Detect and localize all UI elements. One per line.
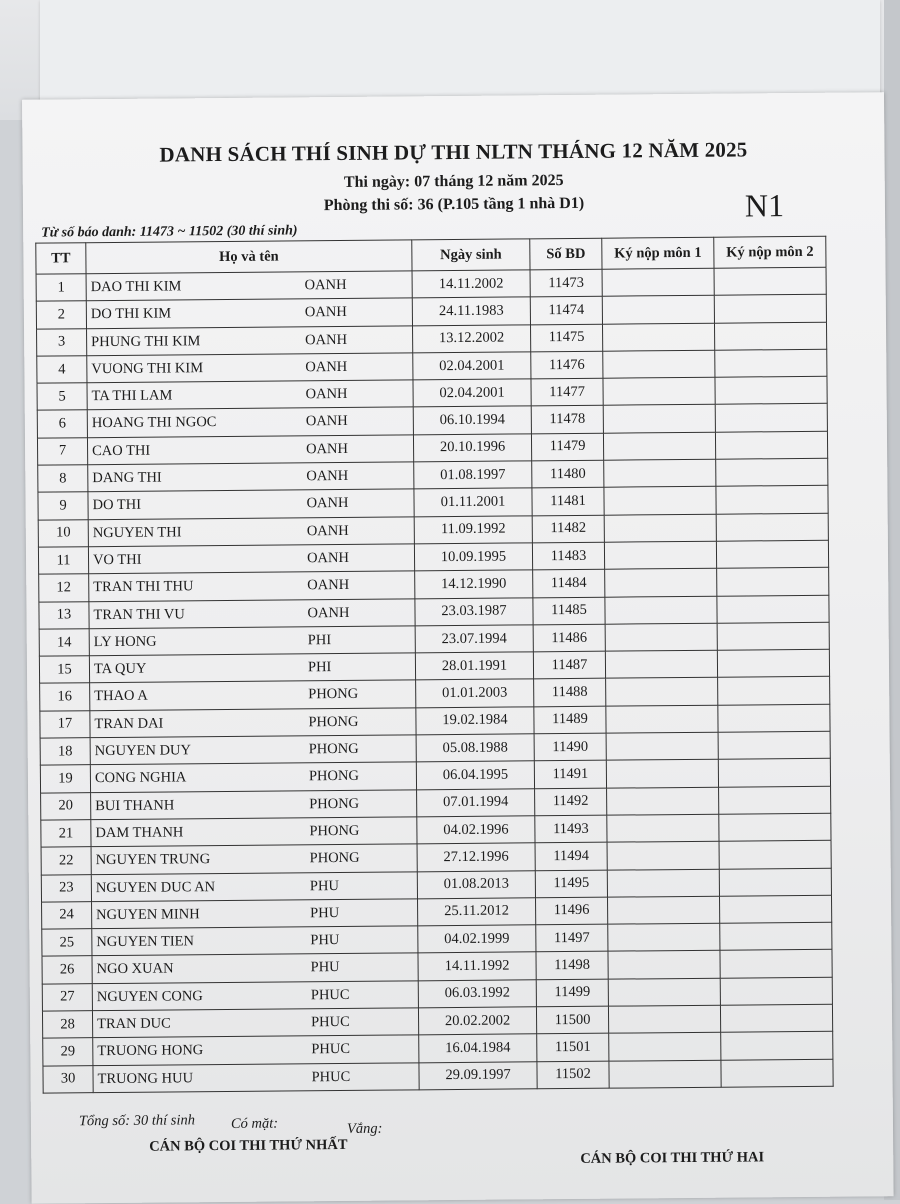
signature-cell-2 [716,486,828,514]
signature-cell-2 [717,622,829,650]
birth-date: 02.04.2001 [413,352,531,380]
candidate-last-middle-name: DO THI KIM [90,305,172,323]
candidate-last-middle-name: TRAN DAI [94,715,164,732]
signature-cell-2 [719,786,831,814]
candidate-number: 11490 [534,733,606,761]
candidate-number: 11496 [535,897,607,925]
candidate-last-middle-name: HOANG THI NGOC [91,414,217,432]
candidate-last-middle-name: TRAN DUC [97,1015,171,1033]
signature-cell-2 [716,513,828,541]
candidate-number: 11487 [533,651,605,679]
column-header-dob: Ngày sinh [412,239,530,271]
signature-cell-2 [717,649,829,677]
signature-cell-1 [608,951,720,979]
signature-cell-2 [718,704,830,732]
signature-cell-1 [608,1005,720,1033]
signature-cell-2 [717,595,829,623]
signature-cell-1 [602,323,714,351]
candidate-name-cell [91,871,417,901]
candidate-name-cell [87,407,413,437]
candidate-name-cell [90,680,416,710]
row-number: 17 [40,710,90,738]
candidate-first-name: PHONG [309,795,360,812]
candidate-first-name: OANH [304,304,347,321]
candidate-first-name: PHU [310,904,340,922]
row-number: 30 [43,1065,93,1093]
table-body [36,267,833,1093]
candidate-last-middle-name: TRUONG HONG [97,1042,204,1060]
candidate-last-middle-name: NGUYEN DUC AN [95,878,216,896]
birth-date: 04.02.1996 [417,816,535,844]
signature-cell-1 [609,1060,721,1088]
candidate-first-name: PHONG [309,850,360,867]
signature-cell-1 [602,268,714,296]
signature-cell-2 [716,540,828,568]
candidate-last-middle-name: NGUYEN CONG [96,987,203,1005]
candidate-name-cell [88,517,414,547]
candidate-number: 11489 [534,706,606,734]
signature-cell-1 [605,623,717,651]
candidate-name-cell [89,598,415,628]
candidate-last-middle-name: TRAN THI VU [93,605,185,623]
column-header-sbd: Số BD [530,238,602,270]
signature-cell-1 [607,896,719,924]
candidate-name-cell [91,817,417,847]
birth-date: 14.12.1990 [415,570,533,598]
candidate-number: 11485 [533,597,605,625]
candidate-first-name: OANH [306,440,349,458]
signature-cell-2 [717,568,829,596]
row-number: 27 [42,983,92,1011]
birth-date: 01.08.2013 [417,870,535,898]
birth-date: 14.11.1992 [418,952,536,980]
row-number: 11 [38,547,88,575]
signature-cell-1 [606,732,718,760]
candidate-first-name: PHI [307,659,332,676]
candidate-first-name: OANH [305,331,348,348]
signature-cell-1 [605,650,717,678]
signature-cell-1 [603,350,715,378]
candidate-number: 11498 [536,952,608,980]
candidate-first-name: PHUC [311,1013,350,1031]
candidate-number: 11492 [535,788,607,816]
candidate-first-name: PHONG [308,768,359,785]
birth-date: 23.03.1987 [415,597,533,625]
signature-cell-1 [603,432,715,460]
signature-cell-2 [719,895,831,923]
candidate-number: 11481 [532,488,604,516]
row-number: 2 [36,301,86,329]
candidate-number: 11499 [536,979,608,1007]
candidate-number: 11495 [535,870,607,898]
candidate-number: 11479 [531,433,603,461]
candidate-number: 11486 [533,624,605,652]
signature-cell-1 [604,514,716,542]
column-header-name: Họ và tên [86,240,412,274]
exam-room: Phòng thi số: 36 (P.105 tầng 1 nhà D1) [323,194,585,215]
candidate-first-name: PHU [310,932,340,949]
column-header-sign2: Ký nộp môn 2 [714,236,826,268]
candidate-last-middle-name: NGUYEN DUY [94,742,192,760]
candidate-name-cell [88,544,414,574]
birth-date: 23.07.1994 [415,625,533,653]
room-code: N1 [744,187,785,224]
birth-date: 06.04.1995 [416,761,534,789]
candidate-number: 11482 [532,515,604,543]
candidate-first-name: OANH [306,522,349,539]
candidate-first-name: OANH [307,577,350,594]
birth-date: 04.02.1999 [418,925,536,953]
signature-cell-2 [720,1004,832,1032]
candidate-number: 11475 [530,324,602,352]
candidate-last-middle-name: NGUYEN THI [92,524,182,541]
candidate-name-cell [90,708,416,738]
candidate-name-cell [87,380,413,410]
birth-date: 19.02.1984 [416,707,534,735]
row-number: 24 [42,902,92,930]
candidate-name-cell [87,353,413,383]
candidate-table [35,236,833,1094]
candidate-number: 11480 [532,460,604,488]
candidate-name-cell [86,271,412,301]
candidate-number: 11483 [532,542,604,570]
candidate-last-middle-name: LY HONG [93,633,157,651]
present-label: Có mặt: [230,1115,279,1132]
signature-cell-2 [720,950,832,978]
candidate-first-name: PHONG [309,822,360,840]
candidate-name-cell [91,844,417,874]
row-number: 6 [37,410,87,438]
row-number: 10 [38,519,88,547]
candidate-first-name: OANH [305,413,348,430]
absent-label: Vắng: [346,1120,383,1137]
signature-cell-1 [603,405,715,433]
candidate-first-name: OANH [304,276,347,294]
birth-date: 11.09.1992 [414,515,532,543]
candidate-number: 11493 [535,815,607,843]
signature-cell-2 [718,677,830,705]
candidate-first-name: PHONG [308,740,359,758]
column-header-tt: TT [36,243,86,274]
signature-cell-2 [715,376,827,404]
birth-date: 25.11.2012 [418,898,536,926]
signature-cell-1 [604,487,716,515]
table-row [43,1059,833,1093]
candidate-name-cell [89,653,415,683]
candidate-name-cell [92,953,418,983]
signature-cell-2 [720,977,832,1005]
signature-cell-2 [720,922,832,950]
candidate-last-middle-name: TA THI LAM [91,387,173,405]
row-number: 25 [42,929,92,957]
candidate-first-name: OANH [305,358,348,376]
candidate-name-cell [87,325,413,355]
candidate-last-middle-name: DANG THI [92,469,162,487]
row-number: 3 [37,328,87,356]
row-number: 7 [37,437,87,465]
candidate-name-cell [92,899,418,929]
candidate-first-name: PHONG [308,686,359,703]
signature-cell-1 [603,377,715,405]
signature-cell-2 [715,349,827,377]
signature-cell-1 [604,459,716,487]
candidate-last-middle-name: NGO XUAN [96,960,174,978]
birth-date: 29.09.1997 [419,1061,537,1089]
candidate-name-cell [90,735,416,765]
previous-sheet [40,0,880,108]
signature-cell-2 [714,322,826,350]
candidate-first-name: PHUC [311,1041,351,1058]
document-title: DANH SÁCH THÍ SINH DỰ THI NLTN THÁNG 12 NĂM 2025 [159,137,748,167]
candidate-last-middle-name: BUI THANH [95,797,175,814]
total-count: Tổng số: 30 thí sinh [78,1112,196,1130]
candidate-first-name: OANH [306,495,349,512]
signature-cell-1 [608,978,720,1006]
candidate-last-middle-name: DO THI [92,497,142,514]
signature-cell-1 [605,596,717,624]
candidate-last-middle-name: DAM THANH [95,824,184,842]
row-number: 19 [40,765,90,793]
signature-cell-1 [604,541,716,569]
candidate-first-name: OANH [305,386,348,403]
candidate-name-cell [90,762,416,792]
candidate-name-cell [89,571,415,601]
row-number: 8 [38,465,88,493]
signature-cell-2 [716,458,828,486]
candidate-last-middle-name: PHUNG THI KIM [91,332,201,350]
signature-cell-2 [714,295,826,323]
candidate-last-middle-name: NGUYEN MINH [96,906,200,923]
candidate-number: 11473 [530,269,602,297]
candidate-first-name: PHU [310,959,340,976]
signature-cell-2 [721,1059,833,1087]
birth-date: 20.10.1996 [413,434,531,462]
birth-date: 10.09.1995 [414,543,532,571]
exam-date: Thi ngày: 07 tháng 12 năm 2025 [343,172,564,191]
row-number: 23 [41,874,91,902]
signature-cell-2 [718,759,830,787]
birth-date: 02.04.2001 [413,379,531,407]
birth-date: 01.08.1997 [414,461,532,489]
signature-cell-1 [606,678,718,706]
signature-cell-2 [718,731,830,759]
signature-cell-2 [719,813,831,841]
candidate-last-middle-name: CONG NGHIA [94,769,187,787]
row-number: 13 [39,601,89,629]
signature-cell-1 [607,787,719,815]
birth-date: 01.01.2003 [416,679,534,707]
candidate-last-middle-name: TRAN THI THU [93,578,194,596]
candidate-number: 11488 [534,679,606,707]
candidate-first-name: PHU [309,877,339,894]
candidate-first-name: PHONG [308,713,359,731]
candidate-first-name: PHUC [310,986,350,1003]
signature-cell-2 [715,431,827,459]
proctor-one-label: CÁN BỘ COI THI THỨ NHẤT [149,1136,348,1155]
candidate-last-middle-name: TRUONG HUU [97,1069,194,1087]
candidate-number: 11477 [531,378,603,406]
signature-cell-1 [609,1033,721,1061]
birth-date: 16.04.1984 [419,1034,537,1062]
candidate-name-cell [93,1035,419,1065]
signature-cell-1 [602,296,714,324]
row-number: 5 [37,383,87,411]
candidate-name-cell [92,926,418,956]
candidate-last-middle-name: NGUYEN TIEN [96,933,195,951]
candidate-number: 11502 [537,1061,609,1089]
candidate-first-name: PHI [307,631,332,649]
candidate-last-middle-name: DAO THI KIM [90,278,182,296]
birth-date: 14.11.2002 [412,270,530,298]
birth-date: 06.03.1992 [418,980,536,1008]
candidate-name-cell [87,435,413,465]
row-number: 4 [37,356,87,384]
candidate-last-middle-name: VUONG THI KIM [91,360,204,378]
row-number: 16 [40,683,90,711]
row-number: 21 [41,820,91,848]
birth-date: 28.01.1991 [415,652,533,680]
candidate-number: 11474 [530,297,602,325]
signature-cell-1 [608,923,720,951]
birth-date: 05.08.1988 [416,734,534,762]
candidate-number-range: Từ số báo danh: 11473 ~ 11502 (30 thí sinh) [41,223,298,241]
signature-cell-2 [714,267,826,295]
row-number: 22 [41,847,91,875]
candidate-number: 11494 [535,842,607,870]
candidate-name-cell [89,626,415,656]
candidate-name-cell [92,1008,418,1038]
birth-date: 01.11.2001 [414,488,532,516]
row-number: 14 [39,629,89,657]
row-number: 12 [39,574,89,602]
candidate-number: 11478 [531,406,603,434]
signature-cell-1 [606,760,718,788]
signature-cell-1 [605,568,717,596]
birth-date: 27.12.1996 [417,843,535,871]
candidate-name-cell [91,789,417,819]
candidate-name-cell [92,981,418,1011]
candidate-name-cell [88,489,414,519]
birth-date: 24.11.1983 [412,297,530,325]
candidate-last-middle-name: VO THI [92,551,142,569]
signature-cell-1 [606,705,718,733]
signature-cell-1 [607,869,719,897]
birth-date: 13.12.2002 [413,324,531,352]
row-number: 1 [36,274,86,302]
row-number: 26 [42,956,92,984]
signature-cell-2 [721,1032,833,1060]
signature-cell-2 [719,868,831,896]
row-number: 18 [40,738,90,766]
birth-date: 06.10.1994 [413,406,531,434]
candidate-name-cell [86,298,412,328]
candidate-last-middle-name: THAO A [94,688,148,705]
column-header-sign1: Ký nộp môn 1 [602,237,714,269]
birth-date: 07.01.1994 [417,788,535,816]
candidate-last-middle-name: NGUYEN TRUNG [95,851,211,869]
row-number: 9 [38,492,88,520]
signature-cell-2 [719,840,831,868]
candidate-number: 11501 [537,1033,609,1061]
candidate-list-sheet [22,92,894,1203]
row-number: 28 [42,1011,92,1039]
candidate-last-middle-name: TA QUY [93,660,147,678]
candidate-first-name: PHUC [311,1068,351,1085]
candidate-first-name: OANH [307,604,350,621]
row-number: 29 [43,1038,93,1066]
candidate-number: 11491 [534,761,606,789]
candidate-number: 11497 [536,924,608,952]
candidate-number: 11476 [531,351,603,379]
candidate-name-cell [93,1062,419,1092]
signature-cell-1 [607,841,719,869]
candidate-number: 11500 [536,1006,608,1034]
signature-cell-1 [607,814,719,842]
candidate-name-cell [88,462,414,492]
candidate-first-name: OANH [306,468,349,485]
birth-date: 20.02.2002 [418,1007,536,1035]
proctor-two-label: CÁN BỘ COI THI THỨ HAI [580,1149,765,1167]
row-number: 15 [39,656,89,684]
signature-cell-2 [715,404,827,432]
candidate-first-name: OANH [306,549,349,567]
candidate-last-middle-name: CAO THI [92,442,151,459]
row-number: 20 [41,792,91,820]
candidate-number: 11484 [533,569,605,597]
